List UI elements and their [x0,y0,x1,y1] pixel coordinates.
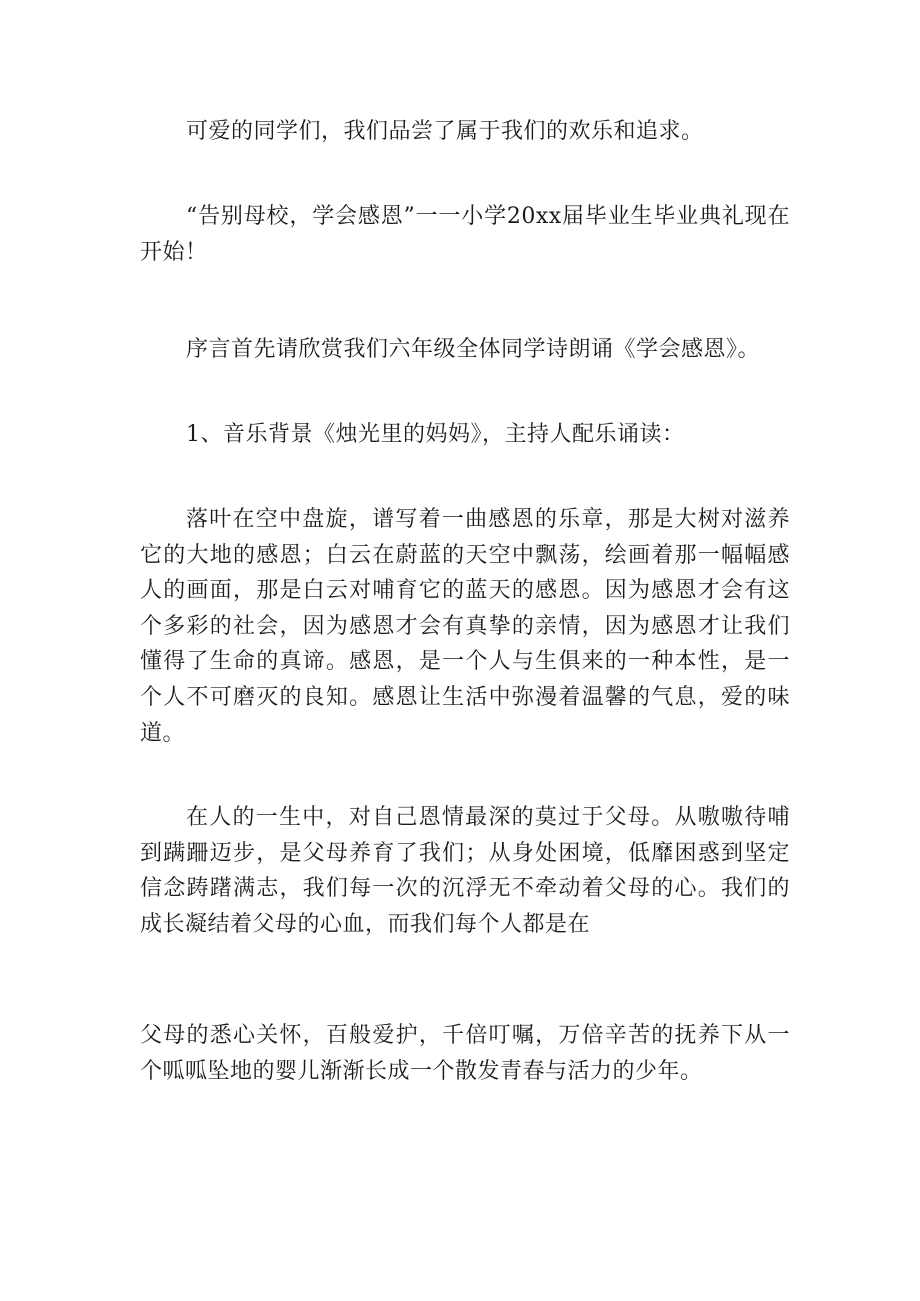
paragraph-ceremony-opening: “告别母校，学会感恩”一一小学20xx届毕业生毕业典礼现在开始！ [140,204,790,265]
paragraph-preface: 序言首先请欣赏我们六年级全体同学诗朗诵《学会感恩》。 [186,337,761,362]
paragraph-parents-care: 父母的悉心关怀，百般爱护，千倍叮嘱，万倍辛苦的抚养下从一个呱呱坠地的婴儿渐渐长成一个散发青春与活力的少年。 [140,1023,790,1084]
paragraph-greeting: 可爱的同学们，我们品尝了属于我们的欢乐和追求。 [186,119,704,144]
paragraph-gratitude-parents: 在人的一生中，对自己恩情最深的莫过于父母。从嗷嗷待哺到蹒跚迈步，是父母养育了我们；从身处困境，低靡困惑到坚定信念踌躇满志，我们每一次的沉浮无不牵动着父母的心。我们的成长凝结着父母的心血，而我们每个人都是在 [140,805,790,937]
paragraph-music-background: 1、音乐背景《烛光里的妈妈》，主持人配乐诵读： [186,422,685,447]
paragraph-gratitude-nature: 落叶在空中盘旋，谱写着一曲感恩的乐章，那是大树对滋养它的大地的感恩；白云在蔚蓝的天空中飘荡，绘画着那一幅幅感人的画面，那是白云对哺育它的蓝天的感恩。因为感恩才会有这个多彩的社会，因为感恩才会有真挚的亲情，因为感恩才让我们懂得了生命的真谛。感恩，是一个人与生俱来的一种本性，是一个人不可磨灭的良知。感恩让生活中弥漫着温馨的气息，爱的味道。 [140,507,790,746]
